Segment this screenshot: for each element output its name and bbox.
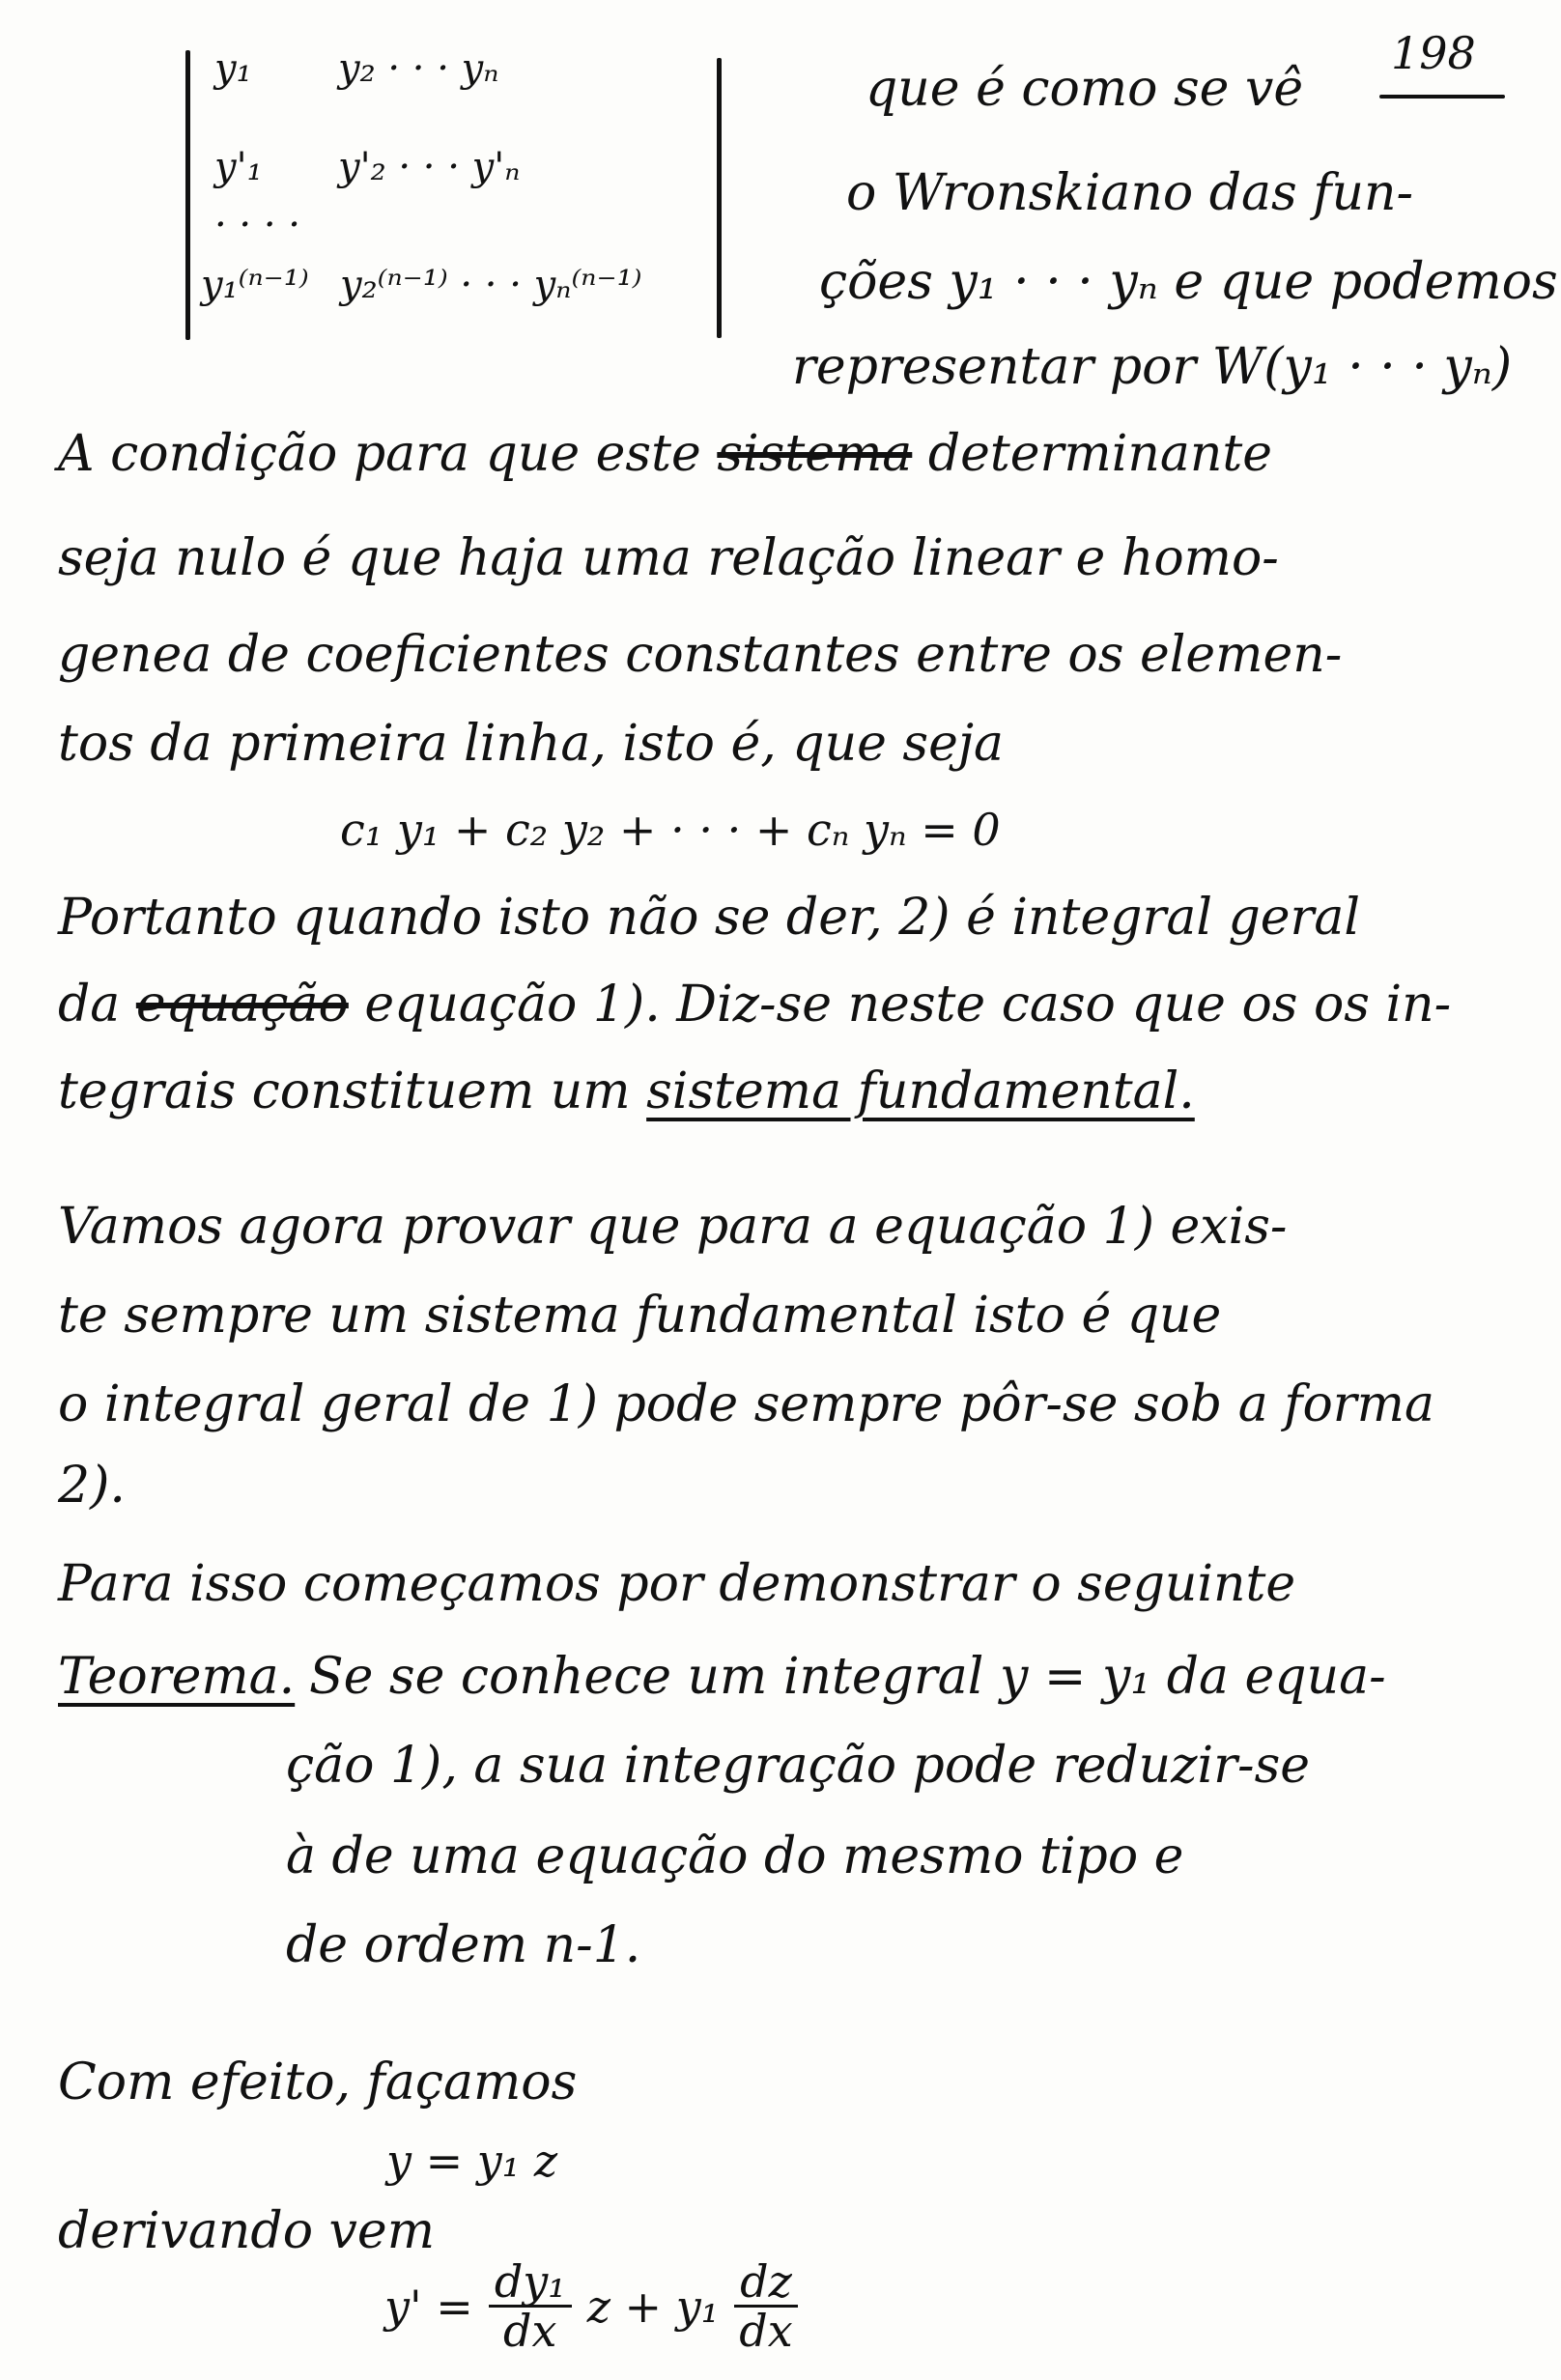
para2-line2 (58, 976, 1451, 1034)
para2-line3-start: tegrais constituem um (58, 1062, 631, 1120)
para1-line1-start: A condição para que este (58, 425, 701, 483)
matrix-r4-c2: y₂⁽ⁿ⁻¹⁾ · · · yₙ⁽ⁿ⁻¹⁾ (340, 263, 642, 307)
fraction1-denominator: dx (503, 2305, 557, 2358)
theorem-line4: de ordem n-1. (286, 1916, 641, 1974)
page-number: 198 (1391, 27, 1476, 79)
linear-relation-equation: c₁ y₁ + c₂ y₂ + · · · + cₙ yₙ = 0 (340, 804, 1001, 856)
para1-line1-end: determinante (927, 425, 1273, 483)
para3-line1: Vamos agora provar que para a equação 1) exis- (58, 1198, 1288, 1256)
para3-line2: te sempre um sistema fundamental isto é que (58, 1287, 1222, 1345)
para1-line2: seja nulo é que haja uma relação linear e homo- (58, 529, 1279, 587)
para4-line1: Para isso começamos por demonstrar o seguinte (58, 1555, 1296, 1613)
matrix-r2-c2: y'₂ · · · y'ₙ (338, 145, 521, 189)
matrix-r2-c1: y'₁ (214, 145, 263, 189)
para5-line2: derivando vem (58, 2202, 435, 2260)
theorem-label: Teorema. (58, 1648, 296, 1706)
para2-line2-end: equação 1). Diz-se neste caso que os os in- (364, 976, 1452, 1034)
derivative-equation (384, 2255, 804, 2358)
derivative-middle: z + y₁ (586, 2280, 720, 2333)
para1-struck-word: sistema (717, 425, 913, 483)
fraction2-denominator: dx (739, 2305, 793, 2358)
para1-line3: genea de coeficientes constantes entre os elemen- (58, 626, 1343, 684)
fraction-dz-dx (734, 2255, 798, 2358)
matrix-r1-c2: y₂ · · · yₙ (338, 46, 499, 91)
para3-line3: o integral geral de 1) pode sempre pôr-se sob a forma (58, 1375, 1434, 1433)
fraction1-numerator: dy₁ (489, 2258, 572, 2308)
para3-line4: 2). (58, 1457, 126, 1515)
page-number-underline (1379, 95, 1505, 99)
para2-struck-word: equação (135, 976, 349, 1034)
matrix-right-bar (717, 58, 722, 338)
fraction-dy1-dx (489, 2255, 572, 2358)
fraction2-numerator: dz (734, 2258, 798, 2308)
right-line-2: o Wronskiano das fun- (846, 164, 1414, 222)
right-line-3: ções y₁ · · · yₙ e que podemos (819, 253, 1558, 311)
para1-line4: tos da primeira linha, isto é, que seja (58, 715, 1004, 773)
para2-line3 (58, 1062, 1195, 1120)
para5-line1: Com efeito, façamos (58, 2054, 578, 2111)
para1-line1 (58, 425, 1272, 483)
substitution-equation: y = y₁ z (386, 2135, 558, 2187)
derivative-lhs: y' = (384, 2280, 473, 2333)
para2-line2-start: da (58, 976, 121, 1034)
matrix-r3-dots: · · · · (214, 203, 301, 247)
theorem-line2: ção 1), a sua integração pode reduzir-se (286, 1737, 1311, 1795)
sistema-fundamental-term: sistema fundamental. (646, 1062, 1195, 1120)
theorem-line3: à de uma equação do mesmo tipo e (286, 1828, 1184, 1885)
matrix-r4-c1: y₁⁽ⁿ⁻¹⁾ (201, 263, 309, 307)
right-line-4: representar por W(y₁ · · · yₙ) (792, 338, 1513, 396)
matrix-left-bar (185, 50, 190, 340)
right-line-1: que é como se vê (866, 60, 1304, 118)
theorem-line1: Se se conhece um integral y = y₁ da equa- (309, 1648, 1386, 1706)
para2-line1: Portanto quando isto não se der, 2) é integral geral (58, 889, 1361, 947)
matrix-r1-c1: y₁ (214, 46, 252, 91)
